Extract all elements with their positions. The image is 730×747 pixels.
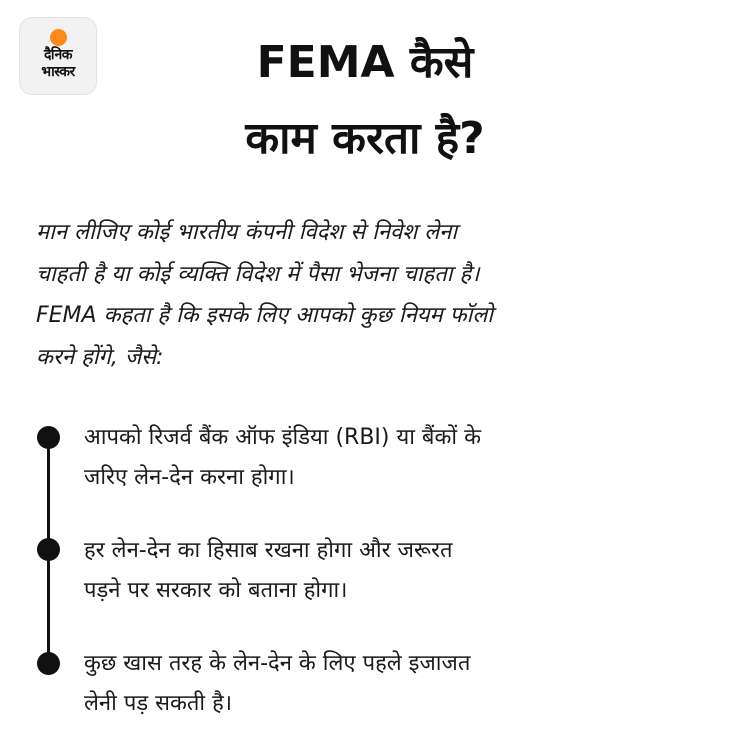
page-title-line1: FEMA कैसे	[256, 37, 474, 88]
bullet-dot-icon	[37, 652, 60, 675]
logo-text-line2: भास्कर	[41, 64, 75, 80]
intro-line: चाहती है या कोई व्यक्ति विदेश में पैसा भेजना चाहता है।	[36, 261, 480, 287]
intro-line: FEMA कहता है कि इसके लिए आपको कुछ नियम फॉलो	[36, 303, 493, 328]
bullet-dot-icon	[37, 538, 60, 561]
brand-logo	[20, 18, 96, 94]
page-title-line2: काम करता है?	[245, 113, 485, 164]
list-item-permission	[84, 644, 704, 724]
bullet-dot-icon	[37, 426, 60, 449]
list-item-line: जरिए लेन-देन करना होगा।	[84, 465, 295, 490]
list-item-line: हर लेन-देन का हिसाब रखना होगा और जरूरत	[84, 538, 453, 563]
logo-text-line1: दैनिक	[43, 47, 73, 63]
list-item-line: कुछ खास तरह के लेन-देन के लिए पहले इजाजत	[84, 651, 471, 676]
list-item-line: लेनी पड़ सकती है।	[84, 691, 233, 716]
intro-paragraph	[36, 212, 706, 378]
logo-sun-icon	[50, 29, 67, 46]
list-item-line: पड़ने पर सरकार को बताना होगा।	[84, 578, 348, 603]
list-item-records	[84, 531, 704, 611]
intro-line: मान लीजिए कोई भारतीय कंपनी विदेश से निवेश लेना	[36, 220, 458, 245]
list-item-rbi	[84, 418, 704, 498]
intro-line: करने होंगे, जैसे:	[36, 344, 164, 370]
list-item-line: आपको रिजर्व बैंक ऑफ इंडिया (RBI) या बैंकों के	[84, 425, 481, 450]
